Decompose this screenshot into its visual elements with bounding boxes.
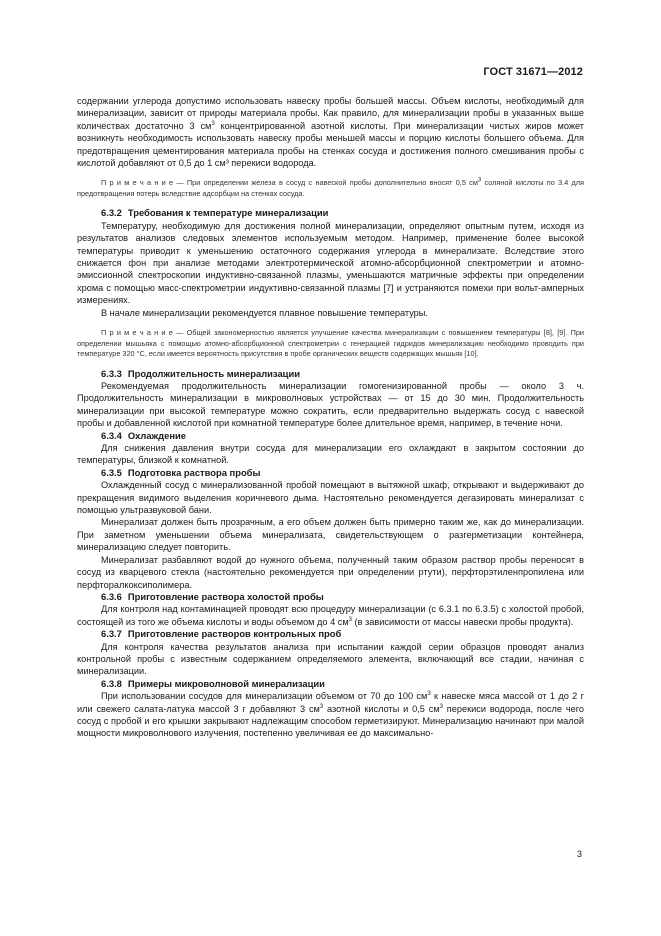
- paragraph: Минерализат разбавляют водой до нужного объема, полученный таким образом раствор пробы переносят в сосуд из кварцевого стекла (настоятельно рекомендуется при определении ртути), перфторэтиленпропилена или перфторалкоксиполимера.: [77, 554, 584, 590]
- note-label: П р и м е ч а н и е: [101, 178, 174, 188]
- paragraph: Для контроля качества результатов анализа при испытании каждой серии образцов проводят анализ контрольной пробы с известным содержанием определяемого элемента, включающий все стадии, начиная с минерализации.: [77, 641, 584, 677]
- paragraph: Для снижения давления внутри сосуда для минерализации его охлаждают в закрытом состоянии до температуры, близкой к комнатной.: [77, 443, 584, 466]
- paragraph: Охлажденный сосуд с минерализованной пробой помещают в вытяжной шкаф, открывают и выдерживают до прекращения видимого выделения коричневого дыма. Настоятельно рекомендуется дегазировать минерализат с помощью ультразвуковой бани.: [77, 480, 584, 516]
- document-body: [77, 95, 584, 740]
- paragraph: Минерализат должен быть прозрачным, а его объем должен быть примерно таким же, как до минерализации. При заметном уменьшении объема минерализата, свидетельствующем о разгерметизации контейнера, минерализацию следует повторить.: [77, 517, 584, 553]
- paragraph: Температуру, необходимую для достижения полной минерализации, определяют опытным путем, исходя из результатов анализов следовых элементов используемым методом. Например, применение более высокой температуры приводит к уменьшению остаточного содержания углерода в минерализате. Вследствие этого снижается фон при анализе методами электротермической атомно-абсорбционной спектрометрии и атомно-эмиссионной спектроскопии индуктивно-связанной плазмы, уменьшаются матричные эффекты при определении хрома с помощью масс-спектрометрии индуктивно-связанной плазмы [7] и устраняются помехи при вольт-амперных измерениях.: [77, 220, 584, 306]
- intro-paragraph: содержании углерода допустимо использовать навеску пробы большей массы. Объем кислоты, необходимый для минерализации, зависит от природы материала пробы. Как правило, для минерализации пробы в указанных выше количествах достаточно 3 $см^3$ концентрированной азотной кислоты. При минерализации чистых жиров может возникнуть необходимость использовать навеску пробы меньшей массы и порцию кислоты большего объема. Для предотвращения цементирования материала пробы на стенках сосуда и достижения полного смешивания пробы с кислотой добавляют от 0,5 до 1 см³ перекиси водорода.: [77, 96, 584, 169]
- section-heading-6-3-3: 6.3.3 Продолжительность минерализации: [101, 367, 300, 379]
- section-heading-6-3-2: 6.3.2 Требования к температуре минерализации: [101, 207, 329, 219]
- section-heading-6-3-7: 6.3.7 Приготовление растворов контрольных проб: [101, 628, 342, 640]
- section-heading-6-3-6: 6.3.6 Приготовление раствора холостой пробы: [101, 590, 324, 602]
- section-heading-6-3-4: 6.3.4 Охлаждение: [101, 429, 186, 441]
- document-id: ГОСТ 31671—2012: [483, 66, 583, 78]
- paragraph: При использовании сосудов для минерализации объемом от 70 до 100 $см^3$ к навеске мяса массой от 1 до 2 г или свежего салата-латука массой 3 г добавляют 3 $см^3$ азотной кислоты и 0,5 $см^3$ перекиси водорода, после чего сосуд с пробой и его крышки закрывают надлежащим способом герметизируют. Минерализацию начинают при малой мощности микроволнового излучения, постепенно увеличивая ее до максимально-: [77, 691, 584, 739]
- paragraph: Рекомендуемая продолжительность минерализации гомогенизированной пробы — около 3 ч. Продолжительность минерализации в микроволновых устройствах — от 15 до 30 мин. Продолжительность минерализации при высокой температуре можно сократить, если предварительно выдержать сосуд с навеской пробы и добавленной кислотой при комнатной температуре более длительное время, например, в течение ночи.: [77, 381, 584, 429]
- page-number: 3: [576, 849, 582, 859]
- note-iron: П р и м е ч а н и е — При определении железа в сосуд с навеской пробы дополнительно вносят 0,5 $см^3$ соляной кислоты по 3.4 для предотвращения потерь вследствие адсорбции на стенках сосуда.: [77, 178, 585, 198]
- note-temperature: П р и м е ч а н и е — Общей закономерностью является улучшение качества минерализации с повышением температуры [8], [9]. При определении мышьяка с помощью атомно-абсорбционной спектрометрии с генерацией гидридов минерализацию необходимо проводить при температуре 320 °С, если имеется вероятность присутствия в пробе органических веществ содержащих мышьяк [10].: [77, 328, 584, 359]
- section-heading-6-3-5: 6.3.5 Подготовка раствора пробы: [101, 466, 261, 478]
- section-heading-6-3-8: 6.3.8 Примеры микроволновой минерализации: [101, 677, 325, 689]
- note-label: П р и м е ч а н и е: [101, 328, 173, 338]
- paragraph: Для контроля над контаминацией проводят всю процедуру минерализации (с 6.3.1 по 6.3.5) с холостой пробой, состоящей из того же объема кислоты и воды объемом до 4 $см^3$ (в зависимости от массы навески пробы продукта).: [77, 604, 584, 627]
- paragraph: В начале минерализации рекомендуется плавное повышение температуры.: [101, 307, 428, 318]
